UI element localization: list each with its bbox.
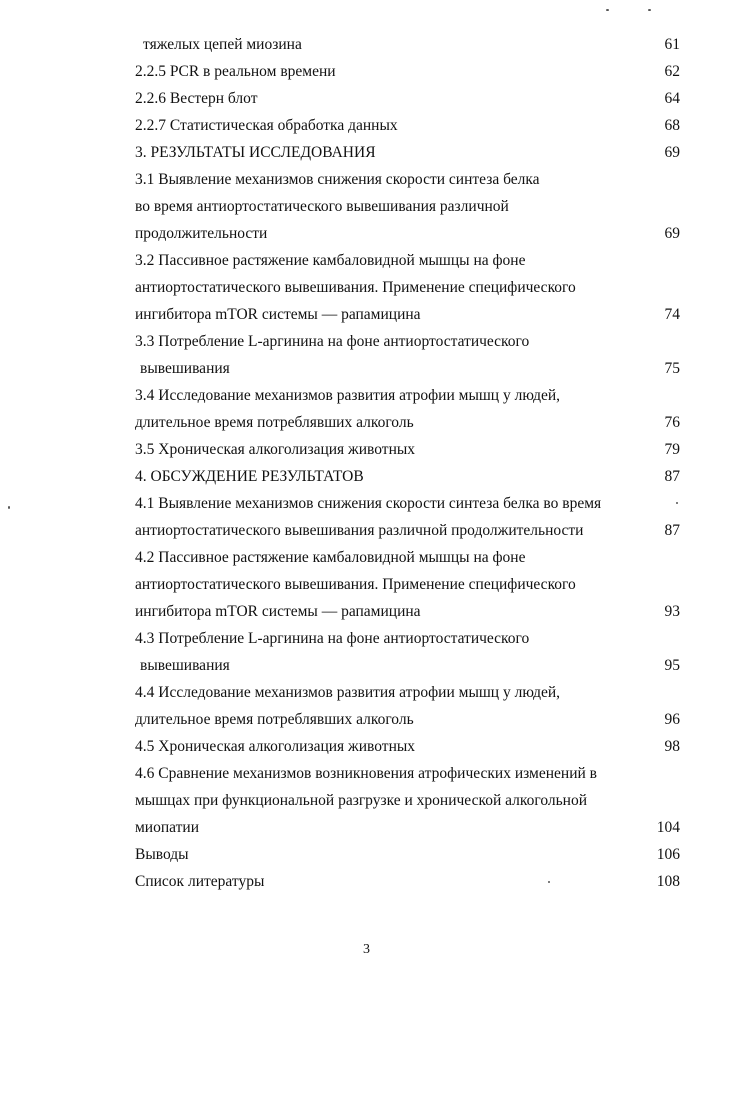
toc-entry-text: антиортостатического вывешивания. Применение специфического: [135, 576, 576, 593]
toc-entry: [135, 382, 680, 436]
toc-entry-text: во время антиортостатического вывешивания различной: [135, 198, 509, 215]
toc-entry-text: 3.3 Потребление L-аргинина на фоне антиортостатического: [135, 333, 530, 350]
toc-entry-text: 4.6 Сравнение механизмов возникновения атрофических изменений в: [135, 765, 597, 782]
toc-entry: [135, 841, 680, 868]
toc-entry-text: 4.1 Выявление механизмов снижения скорости синтеза белка во время: [135, 495, 602, 512]
toc-page-number: 69: [664, 225, 680, 242]
toc-entry-text: 2.2.5 PCR в реальном времени: [135, 63, 336, 80]
toc-entry: [135, 544, 680, 625]
page-number: 3: [363, 942, 370, 957]
toc-entry: [135, 436, 680, 463]
toc-entry-text: 2.2.7 Статистическая обработка данных: [135, 117, 398, 134]
toc-entry-text: 3. РЕЗУЛЬТАТЫ ИССЛЕДОВАНИЯ: [135, 144, 376, 161]
toc-entry-text: 3.1 Выявление механизмов снижения скорости синтеза белка: [135, 171, 540, 188]
scan-speck: [606, 9, 609, 11]
toc-entry-text: антиортостатического вывешивания. Применение специфического: [135, 279, 576, 296]
toc-entry: [135, 328, 680, 382]
toc-page-number: 75: [664, 360, 680, 377]
toc-entry-text: 4.5 Хроническая алкоголизация животных: [135, 738, 416, 755]
toc-page-number: 69: [664, 144, 680, 161]
scan-speck: [548, 881, 550, 883]
toc-entry-text: длительное время потреблявших алкоголь: [135, 414, 414, 431]
toc-entry-text: Список литературы: [135, 873, 265, 890]
toc-entry-text: 3.5 Хроническая алкоголизация животных: [135, 441, 416, 458]
toc-entry: [135, 31, 680, 58]
toc-entry-text: ингибитора mTOR системы — рапамицина: [135, 603, 421, 620]
toc-entry: [135, 247, 680, 328]
toc-page-number: 62: [664, 63, 680, 80]
toc-entry-text: продолжительности: [135, 225, 268, 242]
toc-entry: [135, 463, 680, 490]
toc-entry: [135, 166, 680, 247]
toc-entry: [135, 625, 680, 679]
toc-page-number: 64: [664, 90, 680, 107]
toc-entry-text: 4. ОБСУЖДЕНИЕ РЕЗУЛЬТАТОВ: [135, 468, 364, 485]
toc-entry-text: 2.2.6 Вестерн блот: [135, 90, 258, 107]
toc-entry-text: 4.3 Потребление L-аргинина на фоне антиортостатического: [135, 630, 530, 647]
toc-entry-text: длительное время потреблявших алкоголь: [135, 711, 414, 728]
toc-entry: [135, 58, 680, 85]
toc-entry-text: вывешивания: [140, 657, 230, 674]
toc-page-number: 68: [664, 117, 680, 134]
toc-entry-text: вывешивания: [140, 360, 230, 377]
toc-entry: [135, 679, 680, 733]
toc-page-number: 93: [664, 603, 680, 620]
toc-entry: [135, 139, 680, 166]
toc-entry-text: антиортостатического вывешивания различной продолжительности: [135, 522, 584, 539]
toc-page-number: 74: [664, 306, 680, 323]
toc-entry-text: 3.4 Исследование механизмов развития атрофии мышц у людей,: [135, 387, 561, 404]
toc-entry: [135, 490, 680, 544]
toc-entry: [135, 85, 680, 112]
toc-page-number: 108: [656, 873, 680, 890]
toc-page-number: 61: [664, 36, 680, 53]
scan-speck: [8, 506, 10, 509]
toc-entry-text: Выводы: [135, 846, 189, 863]
toc-entry: [135, 733, 680, 760]
toc-page-number: 76: [664, 414, 680, 431]
toc-entry-text: 3.2 Пассивное растяжение камбаловидной мышцы на фоне: [135, 252, 526, 269]
toc-entry-text: тяжелых цепей миозина: [143, 36, 302, 53]
table-of-contents: [135, 31, 680, 895]
toc-entry: [135, 760, 680, 841]
scan-speck: [676, 502, 678, 504]
toc-entry-text: миопатии: [135, 819, 199, 836]
toc-page-number: 87: [664, 522, 680, 539]
toc-page-number: 87: [664, 468, 680, 485]
toc-page-number: 79: [664, 441, 680, 458]
toc-entry: [135, 112, 680, 139]
toc-page-number: 95: [664, 657, 680, 674]
toc-entry-text: 4.2 Пассивное растяжение камбаловидной мышцы на фоне: [135, 549, 526, 566]
toc-page-number: 104: [656, 819, 680, 836]
toc-page-number: 106: [656, 846, 680, 863]
scan-speck: [648, 9, 651, 11]
toc-entry-text: 4.4 Исследование механизмов развития атрофии мышц у людей,: [135, 684, 561, 701]
toc-page-number: 98: [664, 738, 680, 755]
toc-page-number: 96: [664, 711, 680, 728]
toc-entry-text: мышцах при функциональной разгрузке и хронической алкогольной: [135, 792, 588, 809]
toc-entry: [135, 868, 680, 895]
toc-entry-text: ингибитора mTOR системы — рапамицина: [135, 306, 421, 323]
